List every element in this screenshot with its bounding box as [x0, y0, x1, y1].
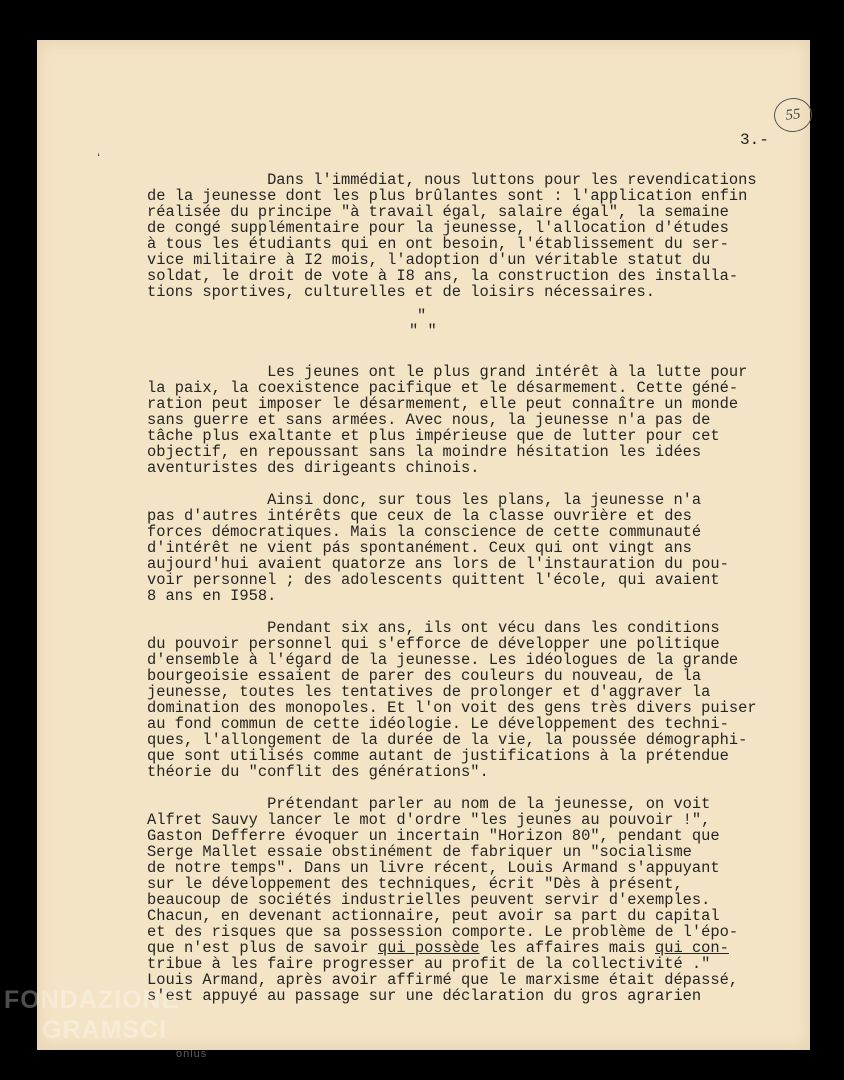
text-line: Pendant six ans, ils ont vécu dans les conditions — [147, 619, 720, 637]
text-line: ration peut imposer le désarmement, elle peut connaître un monde — [147, 395, 739, 413]
text-line: et des risques que sa possession comporte. Le problème de l'épo- — [147, 923, 739, 941]
margin-mark: ʻ — [95, 152, 103, 166]
text-line: ques, l'allongement de la durée de la vie, la poussée démographi- — [147, 731, 748, 749]
text-line: forces démocratiques. Mais la conscience de cette communauté — [147, 523, 702, 541]
text-line: Dans l'immédiat, nous luttons pour les revendications — [147, 171, 757, 189]
text-line: Louis Armand, après avoir affirmé que le marxisme était dépassé, — [147, 971, 739, 989]
text-line: Chacun, en devenant actionnaire, peut avoir sa part du capital — [147, 907, 720, 925]
text-line: du pouvoir personnel qui s'efforce de développer une politique — [147, 635, 720, 653]
underlined-phrase: qui possède — [377, 939, 480, 957]
text-line — [147, 940, 729, 956]
page-number: 3.- — [740, 131, 769, 149]
text-line: Les jeunes ont le plus grand intérêt à la lutte pour — [147, 363, 748, 381]
text-line: Ainsi donc, sur tous les plans, la jeunesse n'a — [147, 491, 702, 509]
text-line: vice militaire à I2 mois, l'adoption d'un véritable statut du — [147, 251, 711, 269]
underlined-phrase: qui con- — [655, 939, 729, 957]
text-line: d'ensemble à l'égard de la jeunesse. Les idéologues de la grande — [147, 651, 739, 669]
separator-mark: " " — [409, 322, 437, 340]
text-line: théorie du "conflit des générations". — [147, 763, 489, 781]
text-line: domination des monopoles. Et l'on voit des gens très divers puiser — [147, 699, 757, 717]
text-line: tions sportives, culturelles et de loisirs nécessaires. — [147, 283, 655, 301]
text-line: tribue à les faire progresser au profit de la collectivité ." — [147, 955, 711, 973]
text-line: beaucoup de sociétés industrielles peuvent servir d'exemples. — [147, 891, 711, 909]
text-line: de notre temps". Dans un livre récent, Louis Armand s'appuyant — [147, 859, 720, 877]
text-line: à tous les étudiants qui en ont besoin, l'établissement du ser- — [147, 235, 729, 253]
text-line: sur le développement des techniques, écrit "Dès à présent, — [147, 875, 683, 893]
separator-mark: " — [417, 307, 427, 325]
text-line: 8 ans en I958. — [147, 587, 277, 605]
text-line: que sont utilisés comme autant de justifications à la prétendue — [147, 747, 729, 765]
text-fragment: les affaires mais — [479, 939, 655, 957]
text-line: sans guerre et sans armées. Avec nous, la jeunesse n'a pas de — [147, 411, 711, 429]
text-line: soldat, le droit de vote à I8 ans, la construction des installa- — [147, 267, 739, 285]
text-line: au fond commun de cette idéologie. Le développement des techni- — [147, 715, 729, 733]
watermark-line2: GRAMSCI — [42, 1016, 168, 1044]
text-line: réalisée du principe "à travail égal, salaire égal", la semaine — [147, 203, 729, 221]
archive-stamp — [772, 96, 813, 134]
document-page — [37, 40, 810, 1050]
text-line: la paix, la coexistence pacifique et le désarmement. Cette géné- — [147, 379, 739, 397]
text-line: bourgeoisie essaient de parer des couleurs du nouveau, de la — [147, 667, 702, 685]
text-fragment: que n'est plus de savoir — [147, 939, 378, 957]
stamp-number: 55 — [784, 105, 802, 124]
text-line: de congé supplémentaire pour la jeunesse, l'allocation d'études — [147, 219, 729, 237]
text-line: pas d'autres intérêts que ceux de la classe ouvrière et des — [147, 507, 692, 525]
text-line: Alfret Sauvy lancer le mot d'ordre "les jeunes au pouvoir !", — [147, 811, 711, 829]
text-line: s'est appuyé au passage sur une déclaration du gros agrarien — [147, 987, 702, 1005]
text-line: Gaston Defferre évoquer un incertain "Horizon 80", pendant que — [147, 827, 720, 845]
text-line: objectif, en repoussant sans la moindre hésitation les idées — [147, 443, 702, 461]
text-line: jeunesse, toutes les tentatives de prolonger et d'aggraver la — [147, 683, 711, 701]
text-line: aventuristes des dirigeants chinois. — [147, 459, 480, 477]
fondazione-gramsci-watermark — [4, 986, 208, 1060]
text-line: tâche plus exaltante et plus impérieuse que de lutter pour cet — [147, 427, 720, 445]
watermark-suffix: onlus — [176, 1048, 208, 1060]
text-line: voir personnel ; des adolescents quittent l'école, qui avaient — [147, 571, 720, 589]
text-line: aujourd'hui avaient quatorze ans lors de l'instauration du pou- — [147, 555, 729, 573]
text-line: de la jeunesse dont les plus brûlantes sont : l'application enfin — [147, 187, 748, 205]
text-line: Prétendant parler au nom de la jeunesse, on voit — [147, 795, 711, 813]
text-line: Serge Mallet essaie obstinément de fabriquer un "socialisme — [147, 843, 692, 861]
watermark-line1: FONDAZIONE — [4, 986, 180, 1014]
text-line: d'intérêt ne vient pás spontanément. Ceux qui ont vingt ans — [147, 539, 692, 557]
